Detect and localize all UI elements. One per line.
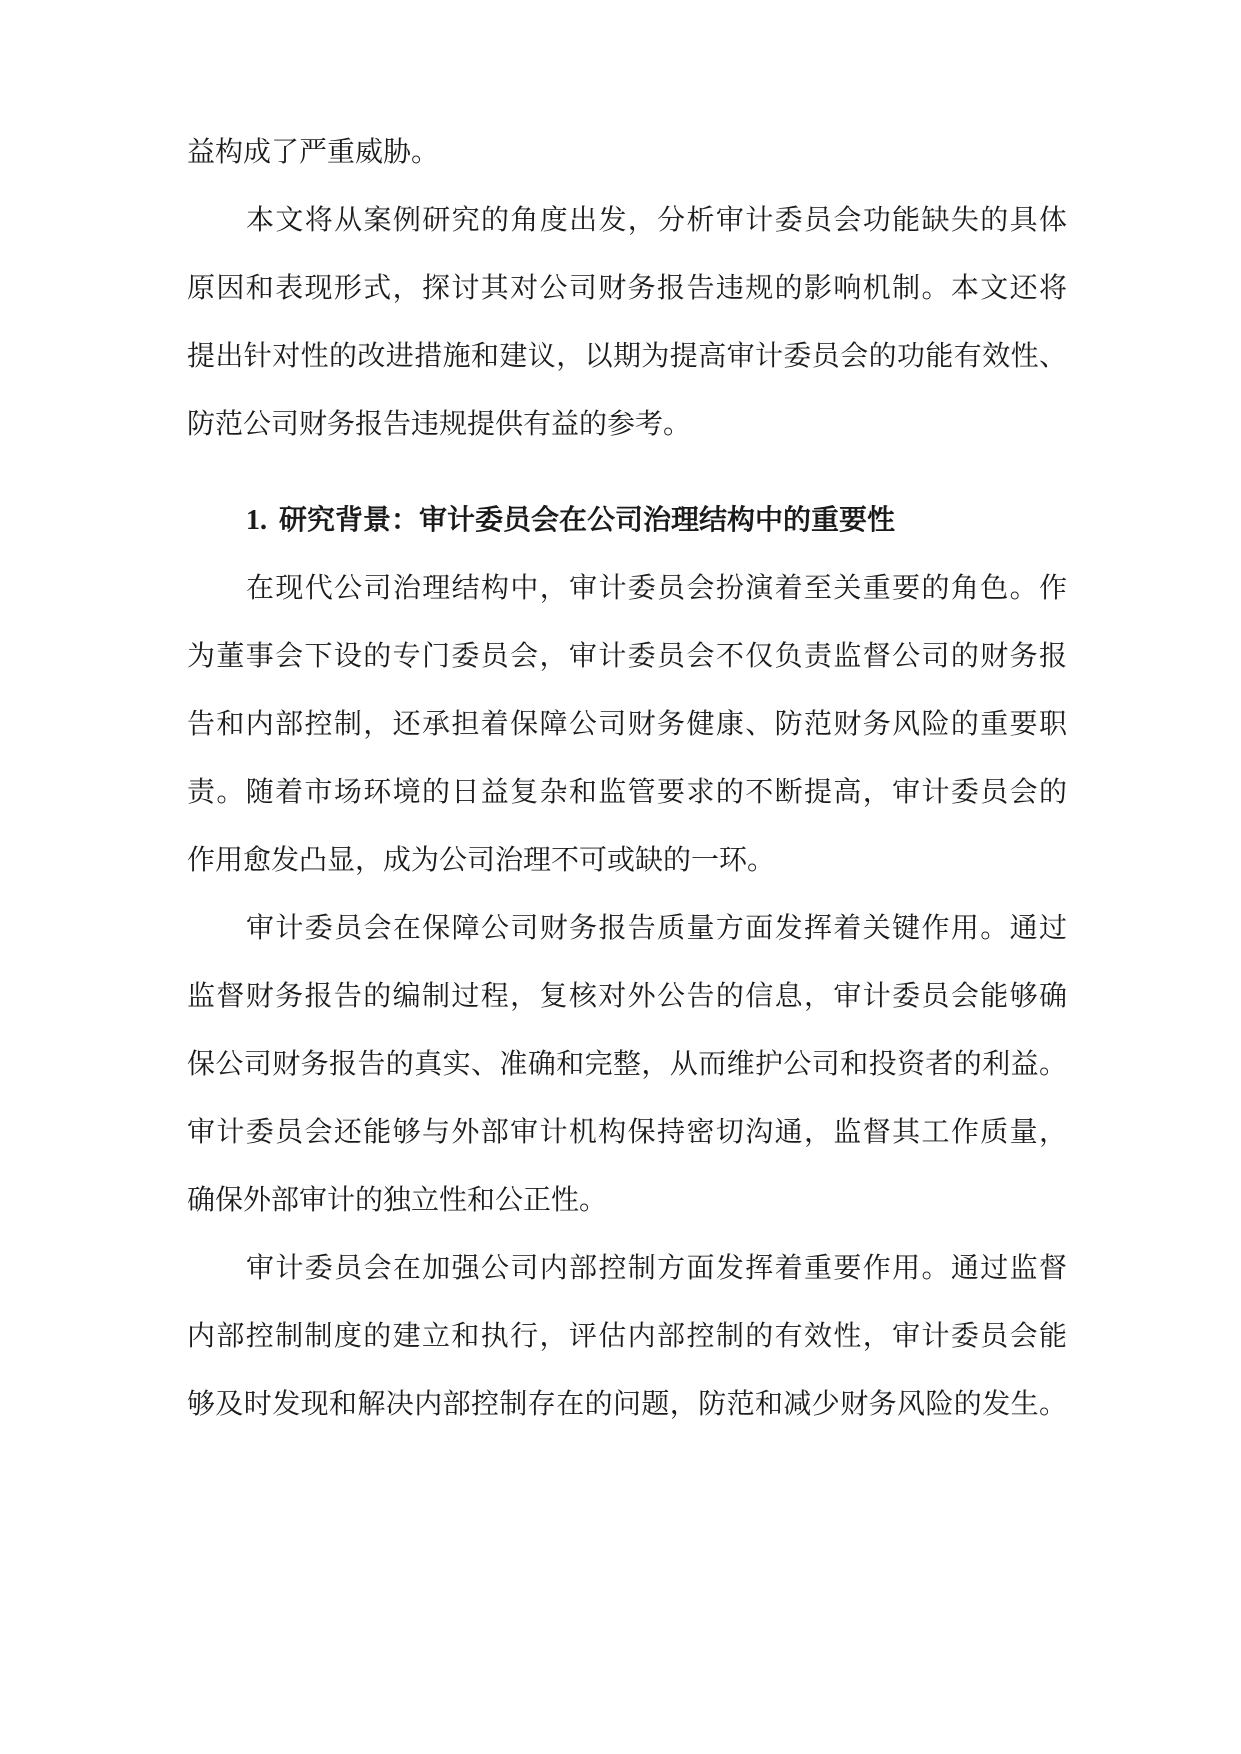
section-number: 1.	[246, 505, 267, 536]
paragraph-line: 防范公司财务报告违规提供有益的参考。	[187, 407, 692, 440]
paragraph-line: 审计委员会在保障公司财务报告质量方面发挥着关键作用。通过	[246, 911, 1067, 944]
paragraph-line: 确保外部审计的独立性和公正性。	[187, 1183, 608, 1216]
paragraph-line: 保公司财务报告的真实、准确和完整，从而维护公司和投资者的利益。	[187, 1047, 1067, 1080]
paragraph-line: 内部控制制度的建立和执行，评估内部控制的有效性，审计委员会能	[187, 1319, 1067, 1352]
paragraph-line: 在现代公司治理结构中，审计委员会扮演着至关重要的角色。作	[246, 571, 1067, 604]
paragraph-line: 够及时发现和解决内部控制存在的问题，防范和减少财务风险的发生。	[187, 1387, 1067, 1420]
paragraph-line: 本文将从案例研究的角度出发，分析审计委员会功能缺失的具体	[246, 203, 1067, 236]
section-title: 研究背景：审计委员会在公司治理结构中的重要性	[279, 503, 896, 536]
paragraph-line: 审计委员会在加强公司内部控制方面发挥着重要作用。通过监督	[246, 1251, 1067, 1284]
paragraph-line: 告和内部控制，还承担着保障公司财务健康、防范财务风险的重要职	[187, 707, 1067, 740]
paragraph-line: 审计委员会还能够与外部审计机构保持密切沟通，监督其工作质量，	[187, 1115, 1067, 1148]
paragraph-line: 为董事会下设的专门委员会，审计委员会不仅负责监督公司的财务报	[187, 639, 1067, 672]
paragraph-line: 作用愈发凸显，成为公司治理不可或缺的一环。	[187, 843, 776, 876]
paragraph-line: 益构成了严重威胁。	[187, 135, 440, 168]
section-heading	[246, 496, 895, 544]
paragraph-line: 监督财务报告的编制过程，复核对外公告的信息，审计委员会能够确	[187, 979, 1067, 1012]
paragraph-line: 原因和表现形式，探讨其对公司财务报告违规的影响机制。本文还将	[187, 271, 1067, 304]
paragraph-line: 责。随着市场环境的日益复杂和监管要求的不断提高，审计委员会的	[187, 775, 1067, 808]
paragraph-line: 提出针对性的改进措施和建议，以期为提高审计委员会的功能有效性、	[187, 339, 1067, 372]
